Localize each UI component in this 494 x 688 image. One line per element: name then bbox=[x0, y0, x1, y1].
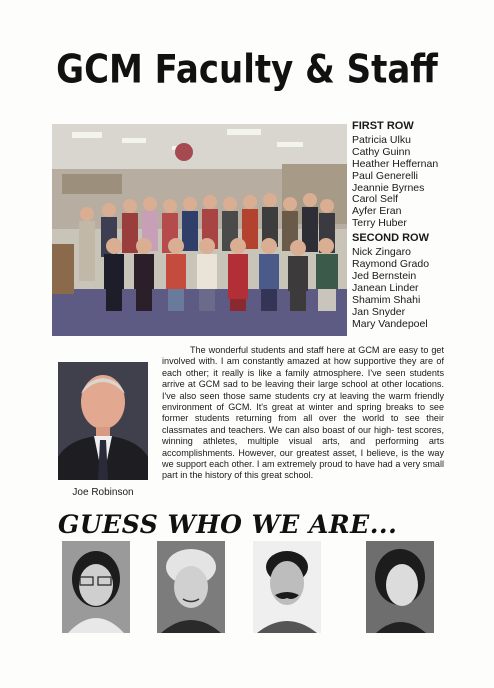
mystery-photo bbox=[62, 541, 130, 633]
first-row-name: Paul Generelli bbox=[352, 169, 418, 182]
first-row-name: Carol Self bbox=[352, 193, 399, 206]
mystery-photo bbox=[157, 541, 225, 633]
first-row-name: Ayfer Eran bbox=[352, 205, 402, 218]
group-photo bbox=[52, 124, 347, 336]
principal-portrait bbox=[58, 362, 148, 480]
first-row-heading: FIRST ROW bbox=[352, 120, 414, 132]
guess-heading: GUESS WHO WE ARE... bbox=[58, 510, 398, 539]
second-row-name: Mary Vandepoel bbox=[352, 317, 428, 330]
first-row-name: Cathy Guinn bbox=[352, 145, 411, 158]
second-row-name: Jan Snyder bbox=[352, 305, 406, 318]
second-row-name: Shamim Shahi bbox=[352, 293, 421, 306]
first-row-name: Jeannie Byrnes bbox=[352, 181, 425, 194]
first-row-name: Patricia Ulku bbox=[352, 133, 411, 146]
portrait-caption: Joe Robinson bbox=[72, 487, 134, 498]
second-row-name: Jed Bernstein bbox=[352, 269, 417, 282]
mystery-photo bbox=[366, 541, 434, 633]
mystery-photo bbox=[253, 541, 321, 633]
first-row-name: Heather Heffernan bbox=[352, 157, 439, 170]
second-row-heading: SECOND ROW bbox=[352, 232, 429, 245]
first-row-name: Terry Huber bbox=[352, 217, 407, 230]
principal-message: The wonderful students and staff here at GCM are easy to get involved with. I am constantly amazed at how supportive they are of each other; it really is like a family atmosphere. I've seen students arrive at GCM sad to be leaving their large school at other locations. I've also seen those same students cry at leaving the warm friendly environment of GCM. It's great at winter and spring breaks to see former students returning from all over the world to see their classmates and teachers. We can also boast of our high- test scores, winning athletes, multiple visual arts, and performing arts accomplishments. However, our greatest asset, I believe, is the way we support each other. I am extremely proud to have had a very small part in the history of this great school. bbox=[162, 345, 444, 481]
name-list bbox=[352, 121, 492, 330]
second-row-name: Raymond Grado bbox=[352, 257, 430, 270]
second-row-name: Nick Zingaro bbox=[352, 246, 411, 259]
page-title: GCM Faculty & Staff bbox=[56, 47, 438, 93]
second-row-name: Janean Linder bbox=[352, 281, 419, 294]
